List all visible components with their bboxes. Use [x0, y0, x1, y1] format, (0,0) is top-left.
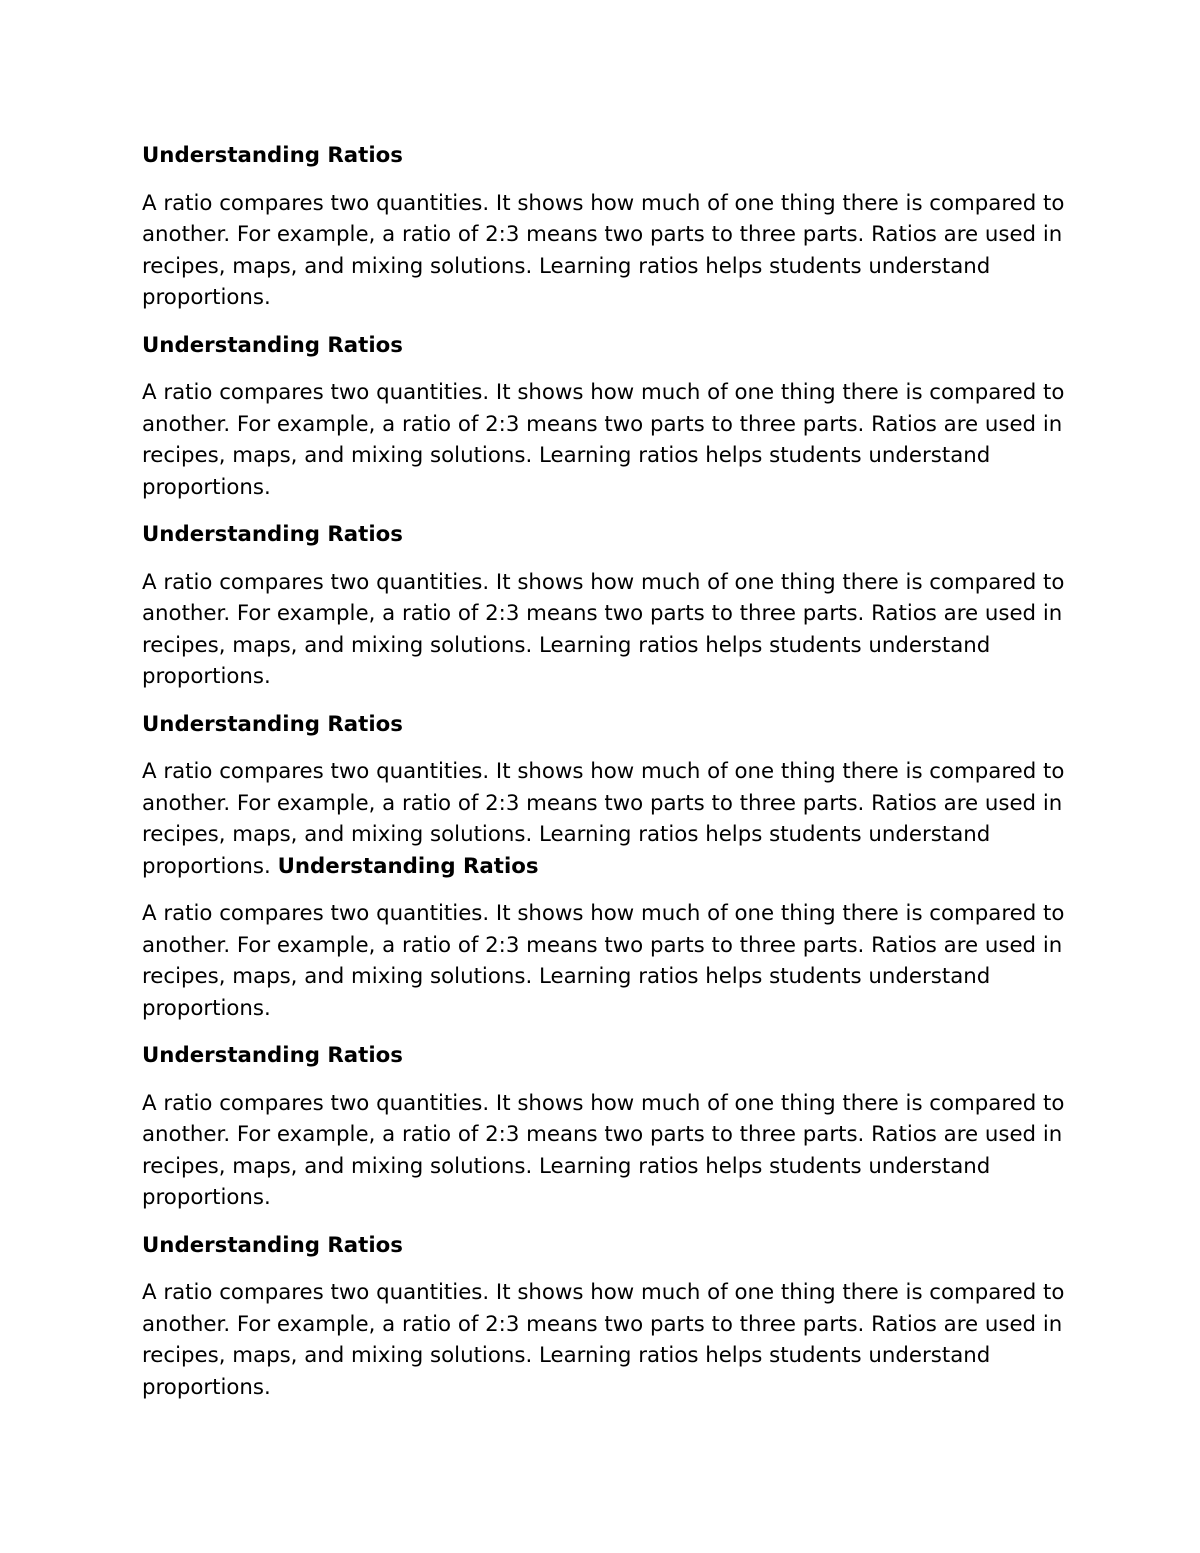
section-paragraph: A ratio compares two quantities. It shows how much of one thing there is compared to another. For example, a ratio of 2:3 means two parts to three parts. Ratios are used in recipes, maps, and mixing solutions. Learning ratios helps students understand proportions. [142, 569, 1065, 689]
section-paragraph: A ratio compares two quantities. It shows how much of one thing there is compared to another. For example, a ratio of 2:3 means two parts to three parts. Ratios are used in recipes, maps, and mixing solutions. Learning ratios helps students understand proportions. [142, 1280, 1065, 1400]
section-heading: Understanding Ratios [142, 143, 403, 168]
section-heading: Understanding Ratios [142, 711, 403, 737]
section-paragraph: A ratio compares two quantities. It shows how much of one thing there is compared to another. For example, a ratio of 2:3 means two parts to three parts. Ratios are used in recipes, maps, and mixing solutions. Learning ratios helps students understand proportions. [142, 380, 1065, 500]
section-paragraph: A ratio compares two quantities. It shows how much of one thing there is compared to another. For example, a ratio of 2:3 means two parts to three parts. Ratios are used in recipes, maps, and mixing solutions. Learning ratios helps students understand proportions. [142, 901, 1065, 1021]
section-paragraph-with-inline-heading [142, 756, 1072, 882]
section-heading: Understanding Ratios [142, 332, 403, 358]
document-page [142, 140, 1072, 1419]
section-heading: Understanding Ratios [142, 522, 403, 547]
inline-section-heading: Understanding Ratios [277, 853, 539, 879]
section-paragraph-text: A ratio compares two quantities. It shows how much of one thing there is compared to another. For example, a ratio of 2:3 means two parts to three parts. Ratios are used in recipes, maps, and mixing solutions. Learning ratios helps students understand proportions. [142, 759, 1065, 879]
section-paragraph: A ratio compares two quantities. It shows how much of one thing there is compared to another. For example, a ratio of 2:3 means two parts to three parts. Ratios are used in recipes, maps, and mixing solutions. Learning ratios helps students understand proportions. [142, 190, 1065, 310]
section-heading: Understanding Ratios [142, 1232, 403, 1258]
section-heading: Understanding Ratios [142, 1043, 403, 1068]
section-paragraph: A ratio compares two quantities. It shows how much of one thing there is compared to another. For example, a ratio of 2:3 means two parts to three parts. Ratios are used in recipes, maps, and mixing solutions. Learning ratios helps students understand proportions. [142, 1090, 1065, 1210]
